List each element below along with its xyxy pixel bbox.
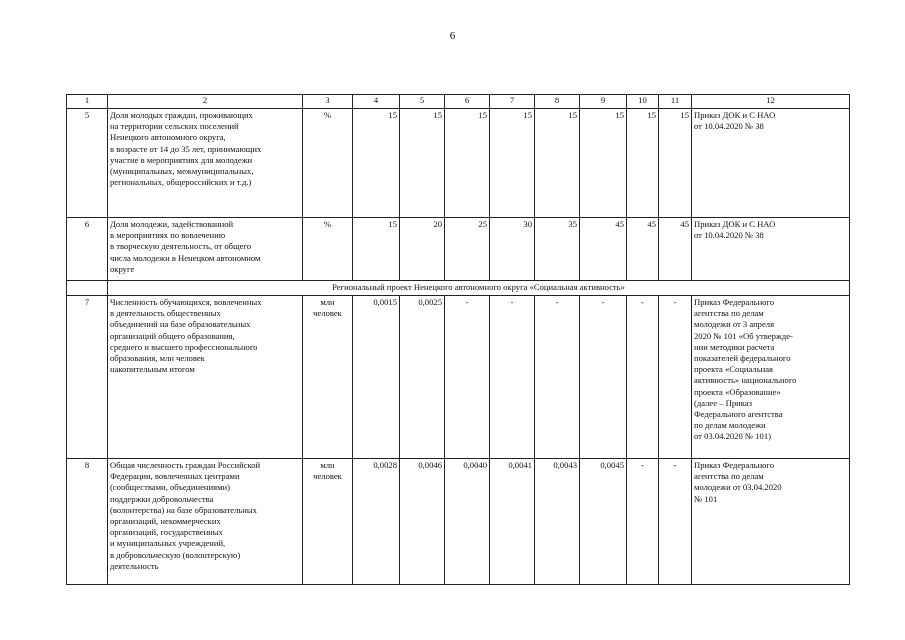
- source-cell: Приказ ДОК и С НАО от 10.04.2020 № 38: [692, 218, 850, 281]
- value-cell: 0,0046: [400, 459, 445, 585]
- row-number: 5: [67, 109, 108, 218]
- value-cell: -: [490, 296, 535, 459]
- value-cell: 15: [353, 109, 400, 218]
- value-cell: 25: [445, 218, 490, 281]
- value-cell: -: [535, 296, 580, 459]
- header-cell: 12: [692, 95, 850, 109]
- section-title: Региональный проект Ненецкого автономного округа «Социальная активность»: [108, 281, 850, 296]
- unit-cell: %: [303, 218, 353, 281]
- indicator-name: Доля молодежи, задействованной в мероприятиях по вовлечению в творческую деятельность, от общего числа молодежи в Ненецком автономном округе: [108, 218, 303, 281]
- header-cell: 4: [353, 95, 400, 109]
- header-cell: 3: [303, 95, 353, 109]
- value-cell: 45: [627, 218, 659, 281]
- value-cell: 30: [490, 218, 535, 281]
- header-cell: 2: [108, 95, 303, 109]
- header-cell: 9: [580, 95, 627, 109]
- value-cell: 15: [580, 109, 627, 218]
- value-cell: 15: [627, 109, 659, 218]
- source-cell: Приказ Федерального агентства по делам молодежи от 03.04.2020 № 101: [692, 459, 850, 585]
- section-row: [67, 281, 850, 296]
- value-cell: -: [580, 296, 627, 459]
- header-cell: 1: [67, 95, 108, 109]
- value-cell: -: [627, 459, 659, 585]
- header-cell: 11: [659, 95, 692, 109]
- value-cell: -: [627, 296, 659, 459]
- header-cell: 5: [400, 95, 445, 109]
- indicator-name: Общая численность граждан Российской Федерации, вовлеченных центрами (сообществами, объединениями) поддержки добровольчества (волонтерства) на базе образовательных организаций, некоммерческих организаций, государственных и муниципальных учреждений, в добровольческую (волонтерскую) деятельность: [108, 459, 303, 585]
- header-cell: 8: [535, 95, 580, 109]
- row-number: 8: [67, 459, 108, 585]
- section-spacer: [67, 281, 108, 296]
- value-cell: 0,0045: [580, 459, 627, 585]
- value-cell: 0,0043: [535, 459, 580, 585]
- value-cell: 0,0028: [353, 459, 400, 585]
- unit-cell: млн человек: [303, 459, 353, 585]
- value-cell: 15: [659, 109, 692, 218]
- source-cell: Приказ Федерального агентства по делам молодежи от 3 апреля 2020 № 101 «Об утвержде- нии методики расчета показателей федерального проекта «Социальная активность» национального проекта «Образование» (далее – Приказ Федерального агентства по делам молодежи от 03.04.2020 № 101): [692, 296, 850, 459]
- value-cell: 0,0025: [400, 296, 445, 459]
- value-cell: 0,0041: [490, 459, 535, 585]
- header-cell: 7: [490, 95, 535, 109]
- value-cell: -: [659, 459, 692, 585]
- table-row: [67, 296, 850, 459]
- unit-cell: млн человек: [303, 296, 353, 459]
- row-number: 7: [67, 296, 108, 459]
- value-cell: 15: [400, 109, 445, 218]
- value-cell: 20: [400, 218, 445, 281]
- table-row: [67, 459, 850, 585]
- value-cell: 45: [580, 218, 627, 281]
- page-number: 6: [449, 30, 456, 42]
- value-cell: 0,0015: [353, 296, 400, 459]
- value-cell: 0,0040: [445, 459, 490, 585]
- value-cell: -: [445, 296, 490, 459]
- value-cell: 15: [445, 109, 490, 218]
- row-number: 6: [67, 218, 108, 281]
- value-cell: 15: [490, 109, 535, 218]
- indicator-name: Численность обучающихся, вовлеченных в деятельность общественных объединений на базе образовательных организаций общего образования, среднего и высшего профессионального образования, млн человек накопительным итогом: [108, 296, 303, 459]
- value-cell: 35: [535, 218, 580, 281]
- header-row: [67, 95, 850, 109]
- unit-cell: %: [303, 109, 353, 218]
- value-cell: -: [659, 296, 692, 459]
- header-cell: 6: [445, 95, 490, 109]
- value-cell: 45: [659, 218, 692, 281]
- table-row: [67, 218, 850, 281]
- indicators-table: [66, 94, 850, 585]
- indicator-name: Доля молодых граждан, проживающих на территории сельских поселений Ненецкого автономного округа, в возрасте от 14 до 35 лет, принимающих участие в мероприятиях для молодежи (муниципальных, межмуниципальных, региональных, общероссийских и т.д.): [108, 109, 303, 218]
- value-cell: 15: [535, 109, 580, 218]
- value-cell: 15: [353, 218, 400, 281]
- table-row: [67, 109, 850, 218]
- source-cell: Приказ ДОК и С НАО от 10.04.2020 № 38: [692, 109, 850, 218]
- header-cell: 10: [627, 95, 659, 109]
